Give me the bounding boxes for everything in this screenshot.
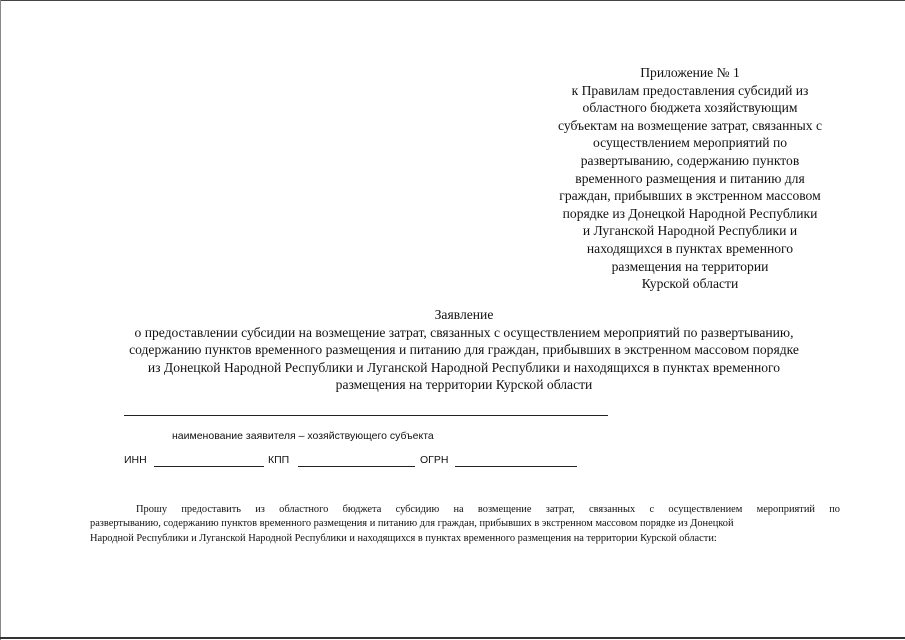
appendix-line: субъектам на возмещение затрат, связанных с [558, 117, 822, 133]
appendix-line: размещения на территории [611, 258, 769, 274]
inn-label: ИНН [124, 454, 147, 466]
statement-title: Заявление [434, 307, 494, 322]
kpp-label: КПП [268, 454, 290, 466]
appendix-line: областного бюджета хозяйствующим [582, 100, 798, 116]
appendix-line: к Правилам предоставления субсидий из [571, 82, 809, 98]
request-line: развертыванию, содержанию пунктов временного размещения и питанию для граждан, прибывших в экстренном массовом порядке из Донецкой [90, 518, 734, 530]
request-paragraph [90, 503, 840, 546]
appendix-line: находящихся в пунктах временного [586, 240, 794, 256]
appendix-line: порядке из Донецкой Народной Республики [562, 205, 818, 221]
appendix-line: Курской области [641, 276, 739, 292]
request-line: Прошу предоставить из областного бюджета субсидию на возмещение затрат, связанных с осуществлением мероприятий по [136, 504, 840, 515]
appendix-title: Приложение № 1 [640, 65, 740, 80]
appendix-line: и Луганской Народной Республики и [582, 223, 798, 239]
appendix-line: граждан, прибывших в экстренном массовом [559, 188, 821, 204]
appendix-block [535, 64, 845, 293]
page-border-left [0, 0, 1, 640]
statement-line: из Донецкой Народной Республики и Луганской Народной Республики и находящихся в пунктах временного [147, 359, 781, 375]
applicant-name-field[interactable] [124, 415, 608, 416]
ogrn-field[interactable] [455, 466, 577, 467]
ogrn-label: ОГРН [420, 454, 449, 466]
statement-line: размещения на территории Курской области [335, 377, 593, 393]
page-border-bottom [0, 637, 905, 639]
request-line: Народной Республики и Луганской Народной Республики и находящихся в пунктах временного размещения на территории Курской области: [90, 532, 717, 544]
page-border-top [0, 0, 905, 1]
appendix-line: развертыванию, содержанию пунктов [580, 152, 800, 168]
statement-line: содержанию пунктов временного размещения и питанию для граждан, прибывших в экстренном массовом порядке [129, 342, 799, 358]
applicant-name-caption: наименование заявителя – хозяйствующего субъекта [172, 430, 434, 442]
inn-field[interactable] [154, 466, 264, 467]
appendix-line: временного размещения и питанию для [575, 170, 805, 186]
statement-line: о предоставлении субсидии на возмещение затрат, связанных с осуществлением мероприятий по развертыванию, [134, 324, 794, 340]
appendix-line: осуществлением мероприятий по [592, 135, 788, 151]
statement-heading [40, 306, 888, 394]
kpp-field[interactable] [298, 466, 415, 467]
